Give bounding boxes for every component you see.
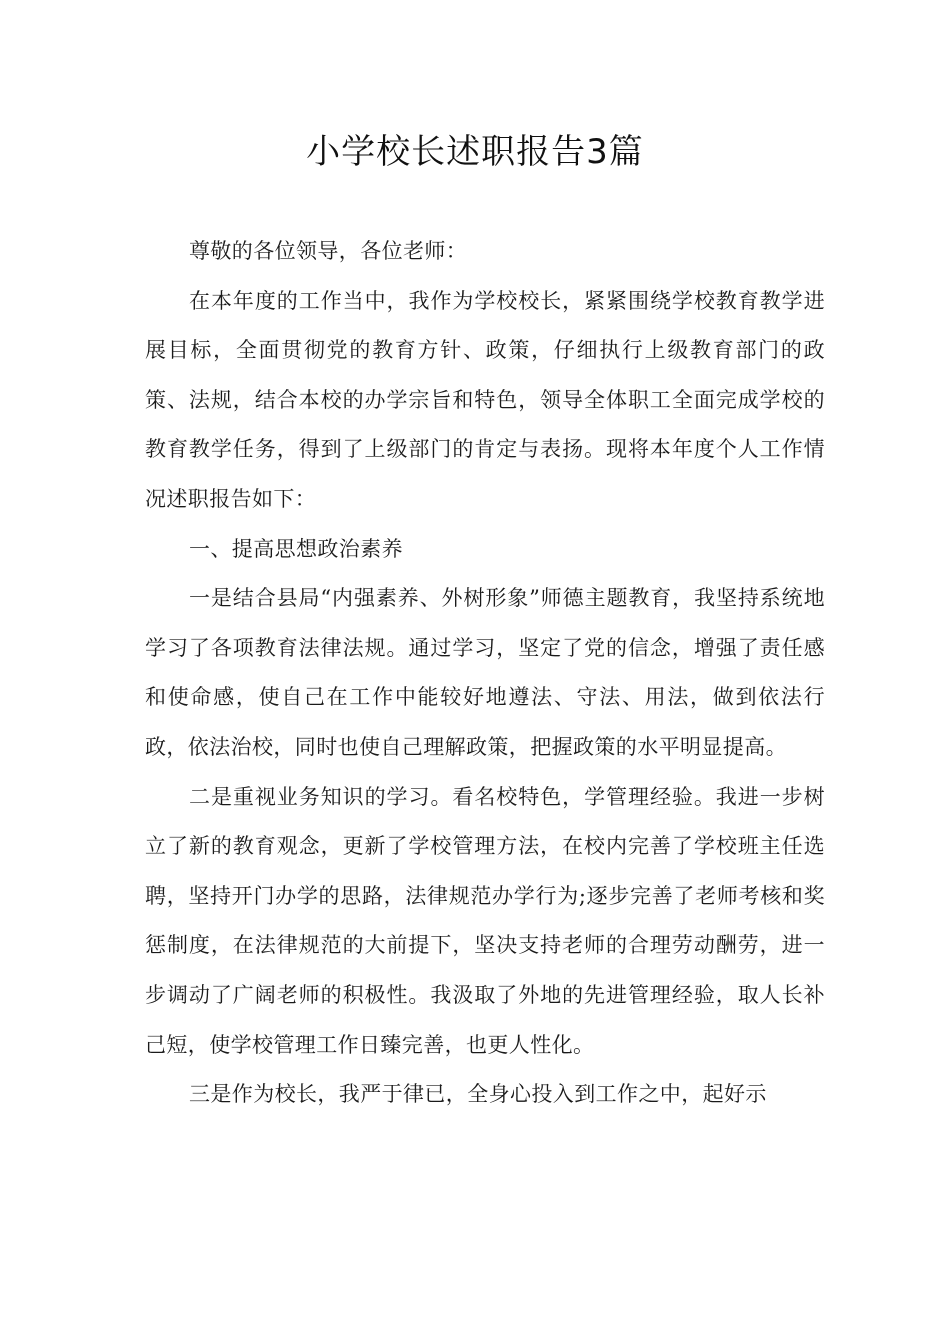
paragraph-point-three: 三是作为校长，我严于律已，全身心投入到工作之中，起好示 xyxy=(189,1082,767,1107)
paragraph-point-one: 一是结合县局“内强素养、外树形象”师德主题教育，我坚持系统地学习了各项教育法律法规。通过学习，坚定了党的信念，增强了责任感和使命感，使自己在工作中能较好地遵法、守法、用法，做到依法行政，依法治校，同时也使自己理解政策，把握政策的水平明显提高。 xyxy=(145,586,825,759)
paragraph-intro: 在本年度的工作当中，我作为学校校长，紧紧围绕学校教育教学进展目标，全面贯彻党的教育方针、政策，仔细执行上级教育部门的政策、法规，结合本校的办学宗旨和特色，领导全体职工全面完成学校的教育教学任务，得到了上级部门的肯定与表扬。现将本年度个人工作情况述职报告如下： xyxy=(145,288,825,511)
paragraph-salutation: 尊敬的各位领导，各位老师： xyxy=(189,239,468,263)
document-body xyxy=(145,227,825,1120)
section-heading: 一、提高思想政治素养 xyxy=(189,536,403,561)
paragraph-point-two: 二是重视业务知识的学习。看名校特色，学管理经验。我进一步树立了新的教育观念，更新了学校管理方法，在校内完善了学校班主任选聘，坚持开门办学的思路，法律规范办学行为;逐步完善了老师考核和奖惩制度，在法律规范的大前提下，坚决支持老师的合理劳动酬劳，进一步调动了广阔老师的积极性。我汲取了外地的先进管理经验，取人长补己短，使学校管理工作日臻完善，也更人性化。 xyxy=(145,784,825,1057)
document-title: 小学校长述职报告3篇 xyxy=(306,132,644,172)
